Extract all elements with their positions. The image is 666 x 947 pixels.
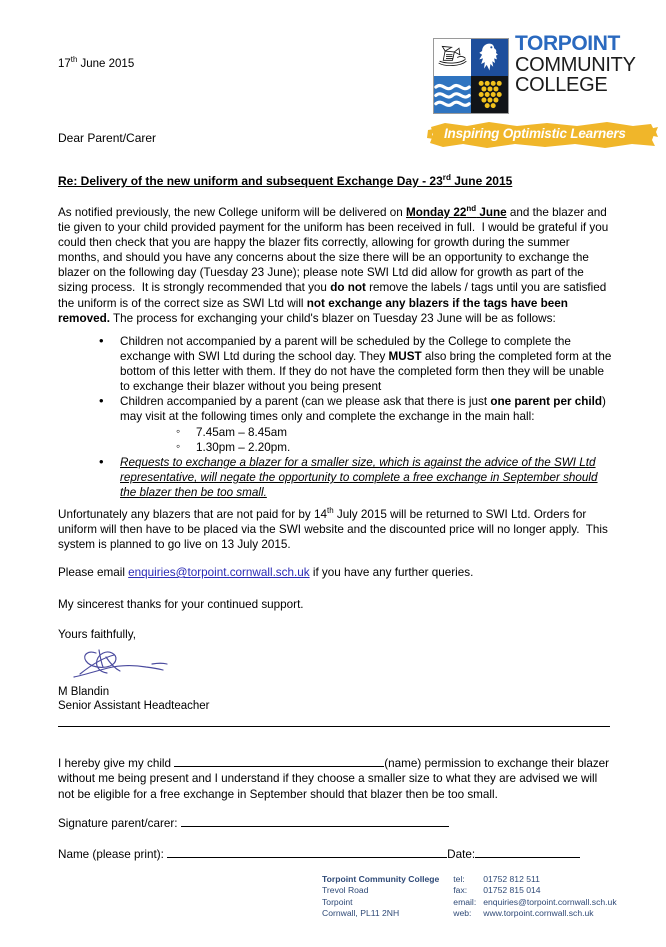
list-item: ◦ 7.45am – 8.45am [174, 425, 613, 440]
permission-prefix: I hereby give my child [58, 757, 175, 770]
brand-wordmark [515, 34, 636, 96]
footer-address-line: Torpoint Community College [322, 874, 440, 884]
footer-fax-value: 01752 815 014 [483, 885, 541, 896]
letterhead [430, 32, 658, 160]
email-prefix-text: Please email [58, 566, 129, 579]
list-item: ◦ 1.30pm – 2.20pm. [174, 440, 613, 455]
permission-line-3: not be eligible for a free exchange in September should that blazer then be too small. [58, 787, 498, 801]
smaller-size-warning: Requests to exchange a blazer for a smaller size, which is against the advice of the SWI Ltd representative, will negate the opportunity to complete a free exchange in September should the blazer then be too small. [120, 456, 598, 500]
name-field-label: Name (please print): [58, 848, 164, 861]
crest-quadrant-lion-rampant [471, 39, 508, 76]
permission-suffix: (name) permission to exchange their blazer [384, 757, 610, 770]
strapline-banner [427, 120, 658, 150]
date-field-label: Date: [447, 848, 476, 861]
crest-quadrant-waves [434, 76, 471, 113]
footer-email-value: enquiries@torpoint.cornwall.sch.uk [483, 896, 617, 907]
footer-contact-block [322, 874, 617, 920]
signature-field-row [58, 815, 449, 830]
brand-line-torpoint: TORPOINT [515, 32, 620, 55]
email-suffix-text: if you have any further queries. [309, 566, 474, 579]
strapline-text: Inspiring Optimistic Learners [444, 126, 626, 141]
print-name-blank[interactable] [167, 846, 447, 858]
tear-off-divider [58, 726, 610, 727]
reply-slip [58, 755, 610, 802]
list-item: • Children not accompanied by a parent will be scheduled by the College to complete the exchange with SWI Ltd during the school day. They MUST also bring the completed form at the bottom of this letter with them. If they do not have the completed form then they will be unable to exchange their blazer without you being present [93, 334, 613, 394]
footer-address-line: Trevol Road [322, 885, 369, 896]
paragraph-unpaid-blazers: Unfortunately any blazers that are not paid for by 14th July 2015 will be returned to SWI Ltd. Orders for uniform will then have to be placed via the SWI website and the discounted price will no longer apply. This system is planned to go live on 13 July 2015. [58, 506, 608, 552]
exchange-process-list [93, 334, 613, 500]
footer-address-line: Torpoint [322, 896, 353, 907]
handwritten-signature [66, 644, 184, 684]
footer-address [322, 874, 439, 920]
crest-quadrant-grapes [471, 76, 508, 113]
footer-web-label: web: [453, 908, 472, 919]
brand-line-college: COLLEGE [515, 74, 608, 97]
footer-contacts [453, 874, 616, 920]
footer-tel-value: 01752 812 511 [483, 874, 540, 884]
list-item [93, 455, 613, 500]
exchange-times-list [120, 425, 613, 456]
footer-email-label: email: [453, 896, 477, 907]
paragraph-thanks: My sincerest thanks for your continued support. [58, 598, 304, 611]
footer-address-line: Cornwall, PL11 2NH [322, 908, 400, 919]
enquiries-email-link[interactable]: enquiries@torpoint.cornwall.sch.uk [128, 566, 310, 579]
brand-line-community: COMMUNITY [515, 53, 636, 76]
subject-line: Re: Delivery of the new uniform and subsequent Exchange Day - 23rd June 2015 [58, 173, 513, 188]
paragraph-intro: As notified previously, the new College uniform will be delivered on Monday 22nd June and the blazer and tie given to your child provided payment for the uniform has been received in full. I would be grateful if you could then check that you are happy the blazer fits correctly, allowing for growth during the summer months, and should you have any concerns about the size there will be an opportunity to exchange the blazer on the following day (Tuesday 23 June); please note SWI Ltd did allow for growth as part of the sizing process. It is strongly recommended that you do not remove the labels / tags until you are satisfied the uniform is of the correct size as SWI Ltd will not exchange any blazers if the tags have been removed. The process for exchanging your child's blazer on Tuesday 23 June will be as follows: [58, 204, 609, 325]
letter-date: 17th June 2015 [58, 55, 135, 70]
date-ordinal-suffix: th [70, 55, 78, 65]
permission-line-1 [58, 755, 610, 771]
college-crest-icon [433, 38, 509, 114]
signer-block [58, 685, 210, 713]
name-date-field-row [58, 846, 580, 861]
permission-line-2: without me being present and I understand if they choose a smaller size to what they are advised we will [58, 772, 598, 786]
crest-quadrant-fishing-boat [434, 39, 471, 76]
footer-tel-label: tel: [453, 874, 465, 884]
date-blank[interactable] [475, 846, 580, 858]
signer-title: Senior Assistant Headteacher [58, 700, 210, 712]
signature-field-label: Signature parent/carer: [58, 817, 178, 830]
child-name-blank[interactable] [174, 755, 384, 767]
paragraph-contact [58, 565, 610, 580]
signer-name: M Blandin [58, 686, 110, 698]
list-item: • Children accompanied by a parent (can we please ask that there is just one parent per child) may visit at the following times only and complete the exchange in the main hall: ◦ 7.45am – 8.45am ◦ 1.30pm – 2.20pm. [93, 394, 613, 455]
footer-web-value: www.torpoint.cornwall.sch.uk [483, 908, 594, 919]
paragraph-signoff: Yours faithfully, [58, 628, 136, 641]
signature-blank[interactable] [181, 815, 449, 827]
footer-fax-label: fax: [453, 885, 468, 896]
salutation: Dear Parent/Carer [58, 131, 157, 145]
